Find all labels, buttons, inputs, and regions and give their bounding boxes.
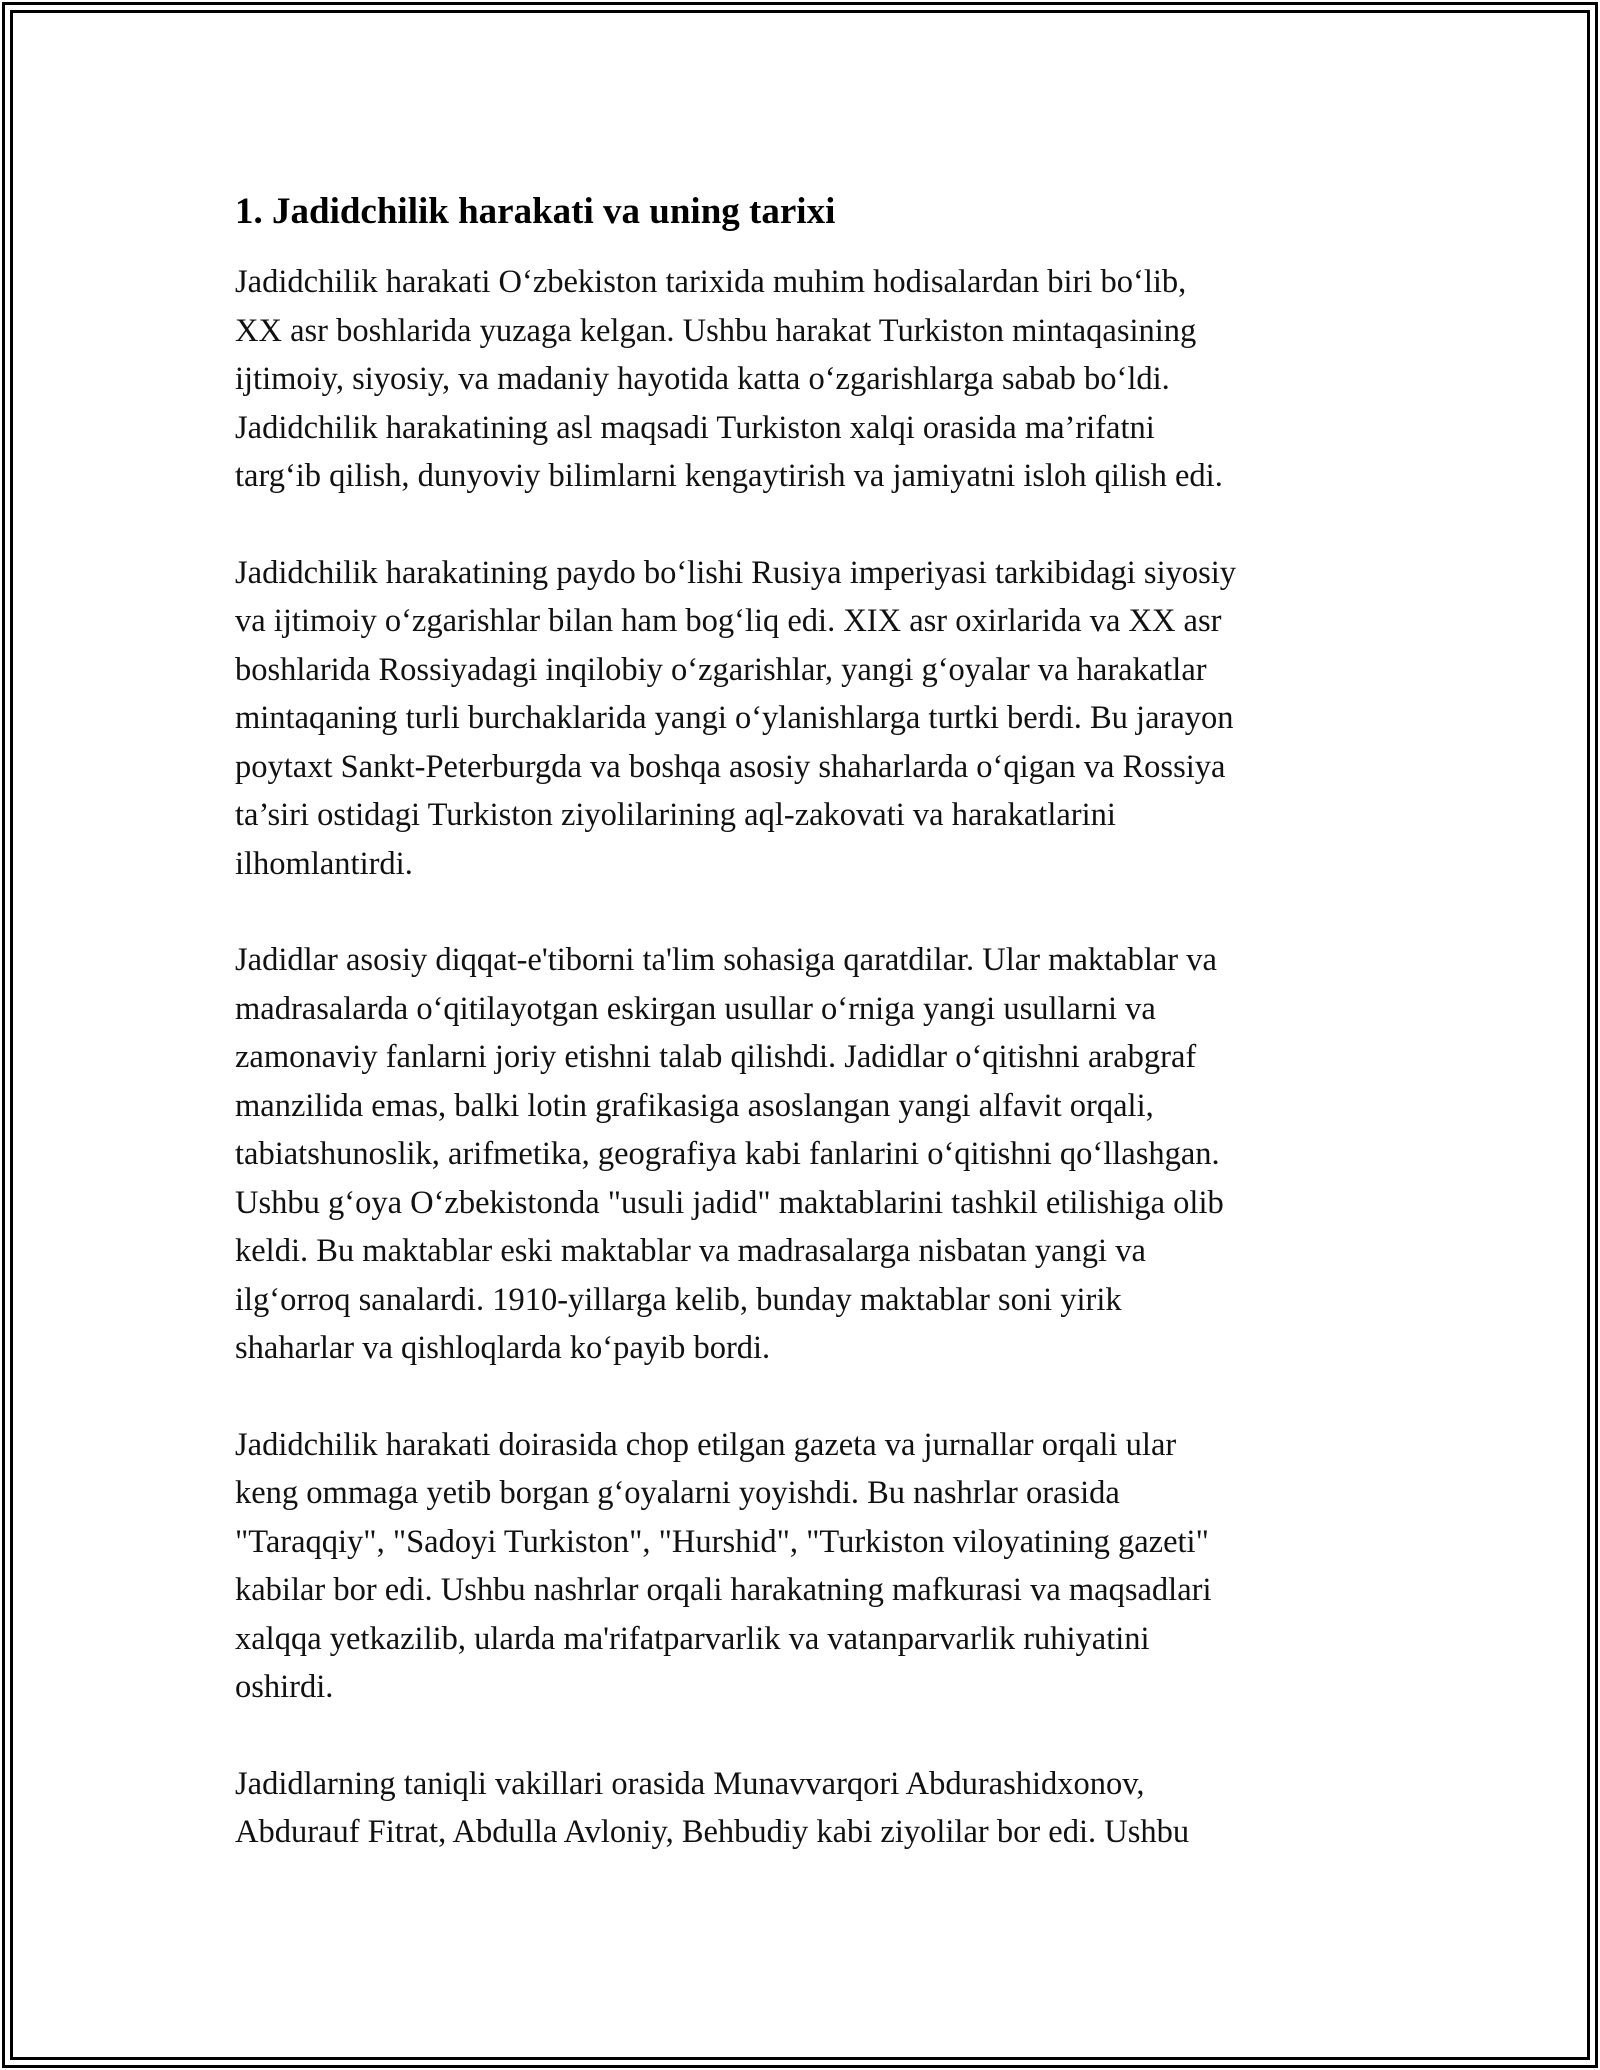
text-line: Jadidchilik harakatining asl maqsadi Turkiston xalqi orasida ma’rifatni (235, 409, 1155, 446)
text-line: kabilar bor edi. Ushbu nashrlar orqali harakatning mafkurasi va maqsadlari (235, 1572, 1212, 1608)
text-line: Ushbu g‘oya O‘zbekistonda "usuli jadid" maktablarini tashkil etilishiga olib (235, 1184, 1224, 1221)
paragraph-1 (235, 258, 1385, 501)
paragraph-3 (235, 936, 1385, 1373)
text-line: xalqqa yetkazilib, ularda ma'rifatparvarlik va vatanparvarlik ruhiyatini (235, 1620, 1150, 1657)
text-line: "Taraqqiy", "Sadoyi Turkiston", "Hurshid", "Turkiston viloyatining gazeti" (235, 1523, 1209, 1560)
text-line: shaharlar va qishloqlarda ko‘payib bordi. (235, 1330, 771, 1366)
text-line: Jadidlar asosiy diqqat-e'tiborni ta'lim sohasiga qaratdilar. Ular maktablar va (235, 942, 1217, 978)
text-line: va ijtimoiy o‘zgarishlar bilan ham bog‘liq edi. XIX asr oxirlarida va XX asr (235, 603, 1222, 639)
text-line: Jadidchilik harakati doirasida chop etilgan gazeta va jurnallar orqali ular (235, 1426, 1177, 1463)
text-line: manzilida emas, balki lotin grafikasiga asoslangan yangi alfavit orqali, (235, 1087, 1154, 1124)
text-line: oshirdi. (235, 1669, 334, 1705)
text-line: boshlarida Rossiyadagi inqilobiy o‘zgarishlar, yangi g‘oyalar va harakatlar (235, 651, 1207, 688)
text-line: madrasalarda o‘qitilayotgan eskirgan usullar o‘rniga yangi usullarni va (235, 990, 1156, 1027)
text-line: ilg‘orroq sanalardi. 1910-yillarga kelib, bunday maktablar soni yirik (235, 1281, 1122, 1318)
text-line: ijtimoiy, siyosiy, va madaniy hayotida katta o‘zgarishlarga sabab bo‘ldi. (235, 361, 1170, 397)
text-line: XX asr boshlarida yuzaga kelgan. Ushbu harakat Turkiston mintaqasining (235, 312, 1197, 349)
text-line: ilhomlantirdi. (235, 845, 413, 882)
text-line: Jadidlarning taniqli vakillari orasida Munavvarqori Abdurashidxonov, (235, 1765, 1145, 1802)
text-line: keng ommaga yetib borgan g‘oyalarni yoyishdi. Bu nashrlar orasida (235, 1475, 1120, 1511)
paragraph-2 (235, 549, 1385, 889)
text-line: keldi. Bu maktablar eski maktablar va madrasalarga nisbatan yangi va (235, 1233, 1146, 1269)
text-line: targ‘ib qilish, dunyoviy bilimlarni kengaytirish va jamiyatni isloh qilish edi. (235, 458, 1223, 494)
paragraph-4 (235, 1421, 1385, 1712)
text-line: Jadidchilik harakatining paydo bo‘lishi Rusiya imperiyasi tarkibidagi siyosiy (235, 554, 1237, 591)
section-heading: 1. Jadidchilik harakati va uning tarixi (235, 191, 836, 232)
text-line: ta’siri ostidagi Turkiston ziyolilarining aql-zakovati va harakatlarini (235, 797, 1116, 833)
text-line: poytaxt Sankt-Peterburgda va boshqa asosiy shaharlarda o‘qigan va Rossiya (235, 748, 1226, 785)
text-line: Jadidchilik harakati O‘zbekiston tarixida muhim hodisalardan biri bo‘lib, (235, 264, 1187, 300)
text-line: mintaqaning turli burchaklarida yangi o‘ylanishlarga turtki berdi. Bu jarayon (235, 700, 1234, 736)
paragraph-5 (235, 1760, 1385, 1857)
text-line: zamonaviy fanlarni joriy etishni talab qilishdi. Jadidlar o‘qitishni arabgraf (235, 1039, 1197, 1075)
text-line: Abdurauf Fitrat, Abdulla Avloniy, Behbudiy kabi ziyolilar bor edi. Ushbu (235, 1814, 1190, 1850)
text-line: tabiatshunoslik, arifmetika, geografiya kabi fanlarini o‘qitishni qo‘llashgan. (235, 1136, 1220, 1172)
document-body (235, 188, 1385, 1905)
